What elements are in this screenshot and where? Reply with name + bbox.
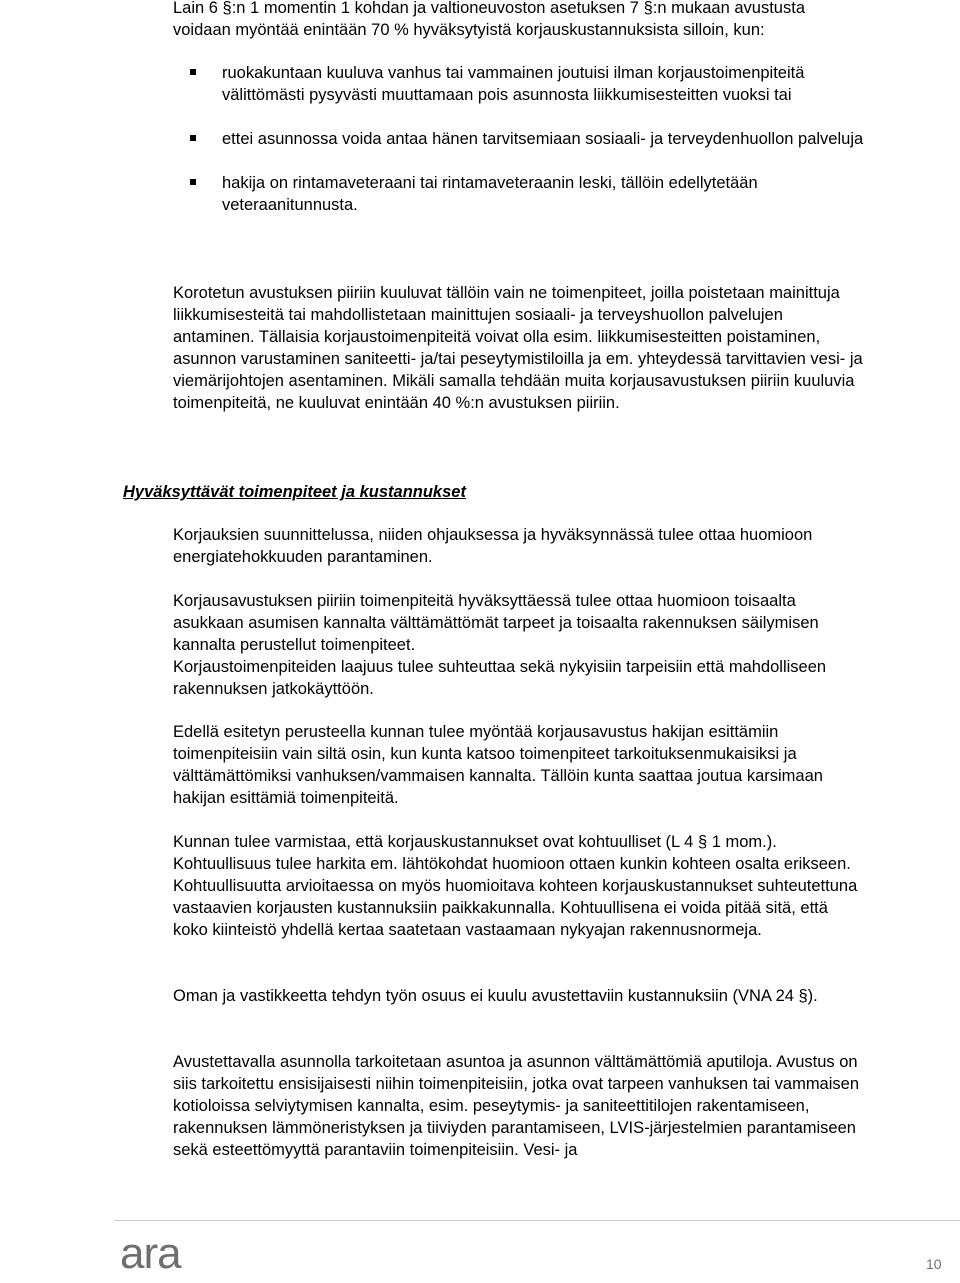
paragraph-oman: Oman ja vastikkeetta tehdyn työn osuus ei kuulu avustettaviin kustannuksiin (VNA 24 §).: [173, 987, 818, 1005]
intro-paragraph: Lain 6 §:n 1 momentin 1 kohdan ja valtioneuvoston asetuksen 7 §:n mukaan avustusta voidaan myöntää enintään 70 % hyväksytyistä korjauskustannuksista silloin, kun:: [173, 0, 805, 39]
list-item-text: ruokakuntaan kuuluva vanhus tai vammainen joutuisi ilman korjaustoimenpiteitä välittömästi pysyvästi muuttamaan pois asunnosta liikkumisesteitten vuoksi tai: [222, 64, 805, 104]
page-number: 10: [926, 1256, 942, 1272]
list-item: [190, 128, 870, 150]
condition-list: [190, 62, 870, 216]
paragraph-laajuus: Korjaustoimenpiteiden laajuus tulee suhteuttaa sekä nykyisiin tarpeisiin että mahdolliseen rakennuksen jatkokäyttöön.: [173, 658, 827, 698]
paragraph-edella: Edellä esitetyn perusteella kunnan tulee myöntää korjausavustus hakijan esittämiin toimenpiteisiin vain siltä osin, kun kunta katsoo toimenpiteet tarkoituksenmukaisiksi ja välttämättömiksi vanhuksen/vammaisen kannalta. Tällöin kunta saattaa joutua karsimaan hakijan esittämiä toimenpiteitä.: [173, 723, 823, 807]
list-item-text: hakija on rintamaveteraani tai rintamaveteraanin leski, tällöin edellytetään veteraanitunnusta.: [222, 174, 758, 214]
square-bullet-icon: [190, 179, 196, 185]
paragraph-piiri: Korjausavustuksen piiriin toimenpiteitä hyväksyttäessä tulee ottaa huomioon toisaalta asukkaan asumisen kannalta välttämättömät tarpeet ja toisaalta rakennuksen säilymisen kannalta perustellut toimenpiteet.: [173, 592, 819, 654]
square-bullet-icon: [190, 69, 196, 75]
paragraph-kunnan: Kunnan tulee varmistaa, että korjauskustannukset ovat kohtuulliset (L 4 § 1 mom.). Kohtuullisuus tulee harkita em. lähtökohdat huomioon ottaen kunkin kohteen osalta erikseen. Kohtuullisuutta arvioitaessa on myös huomioitava kohteen korjauskustannukset suhteutettuna vastaavien korjausten kustannuksiin paikkakunnalla. Kohtuullisena ei voida pitää sitä, että koko kiinteistö yhdellä kertaa saatetaan vastaamaan nykyajan rakennusnormeja.: [173, 833, 858, 939]
list-item: [190, 172, 870, 216]
paragraph-avustettavalla: Avustettavalla asunnolla tarkoitetaan asuntoa ja asunnon välttämättömiä aputiloja. Avustus on siis tarkoitettu ensisijaisesti niihin toimenpiteisiin, jotka ovat tarpeen vanhuksen tai vammaisen kotioloissa selviytymisen kannalta, esim. peseytymis- ja saniteettitilojen rakentamiseen, rakennuksen lämmöneristyksen ja tiiviyden parantamiseen, LVIS-järjestelmien parantamiseen sekä esteettömyyttä parantaviin toimenpiteisiin. Vesi- ja: [173, 1053, 860, 1159]
paragraph-korotetun: Korotetun avustuksen piiriin kuuluvat tällöin vain ne toimenpiteet, joilla poistetaan mainittuja liikkumisesteitä tai mahdollistetaan mainittujen sosiaali- ja terveyshuollon palvelujen antaminen. Tällaisia korjaustoimenpiteitä voivat olla esim. liikkumisesteitten poistaminen, asunnon varustaminen saniteetti- ja/tai peseytymistiloilla ja em. yhteydessä tarvittavien vesi- ja viemärijohtojen asentaminen. Mikäli samalla tehdään muita korjausavustuksen piiriin kuuluvia toimenpiteitä, ne kuuluvat enintään 40 %:n avustuksen piiriin.: [173, 284, 863, 412]
footer-divider: [114, 1220, 960, 1221]
list-item-text: ettei asunnossa voida antaa hänen tarvitsemiaan sosiaali- ja terveydenhuollon palveluja: [222, 130, 864, 148]
square-bullet-icon: [190, 135, 196, 141]
list-item: [190, 62, 870, 106]
section-heading: Hyväksyttävät toimenpiteet ja kustannukset: [123, 483, 466, 501]
paragraph-energia: Korjauksien suunnittelussa, niiden ohjauksessa ja hyväksynnässä tulee ottaa huomioon energiatehokkuuden parantaminen.: [173, 526, 813, 566]
ara-logo: ara: [120, 1229, 181, 1278]
